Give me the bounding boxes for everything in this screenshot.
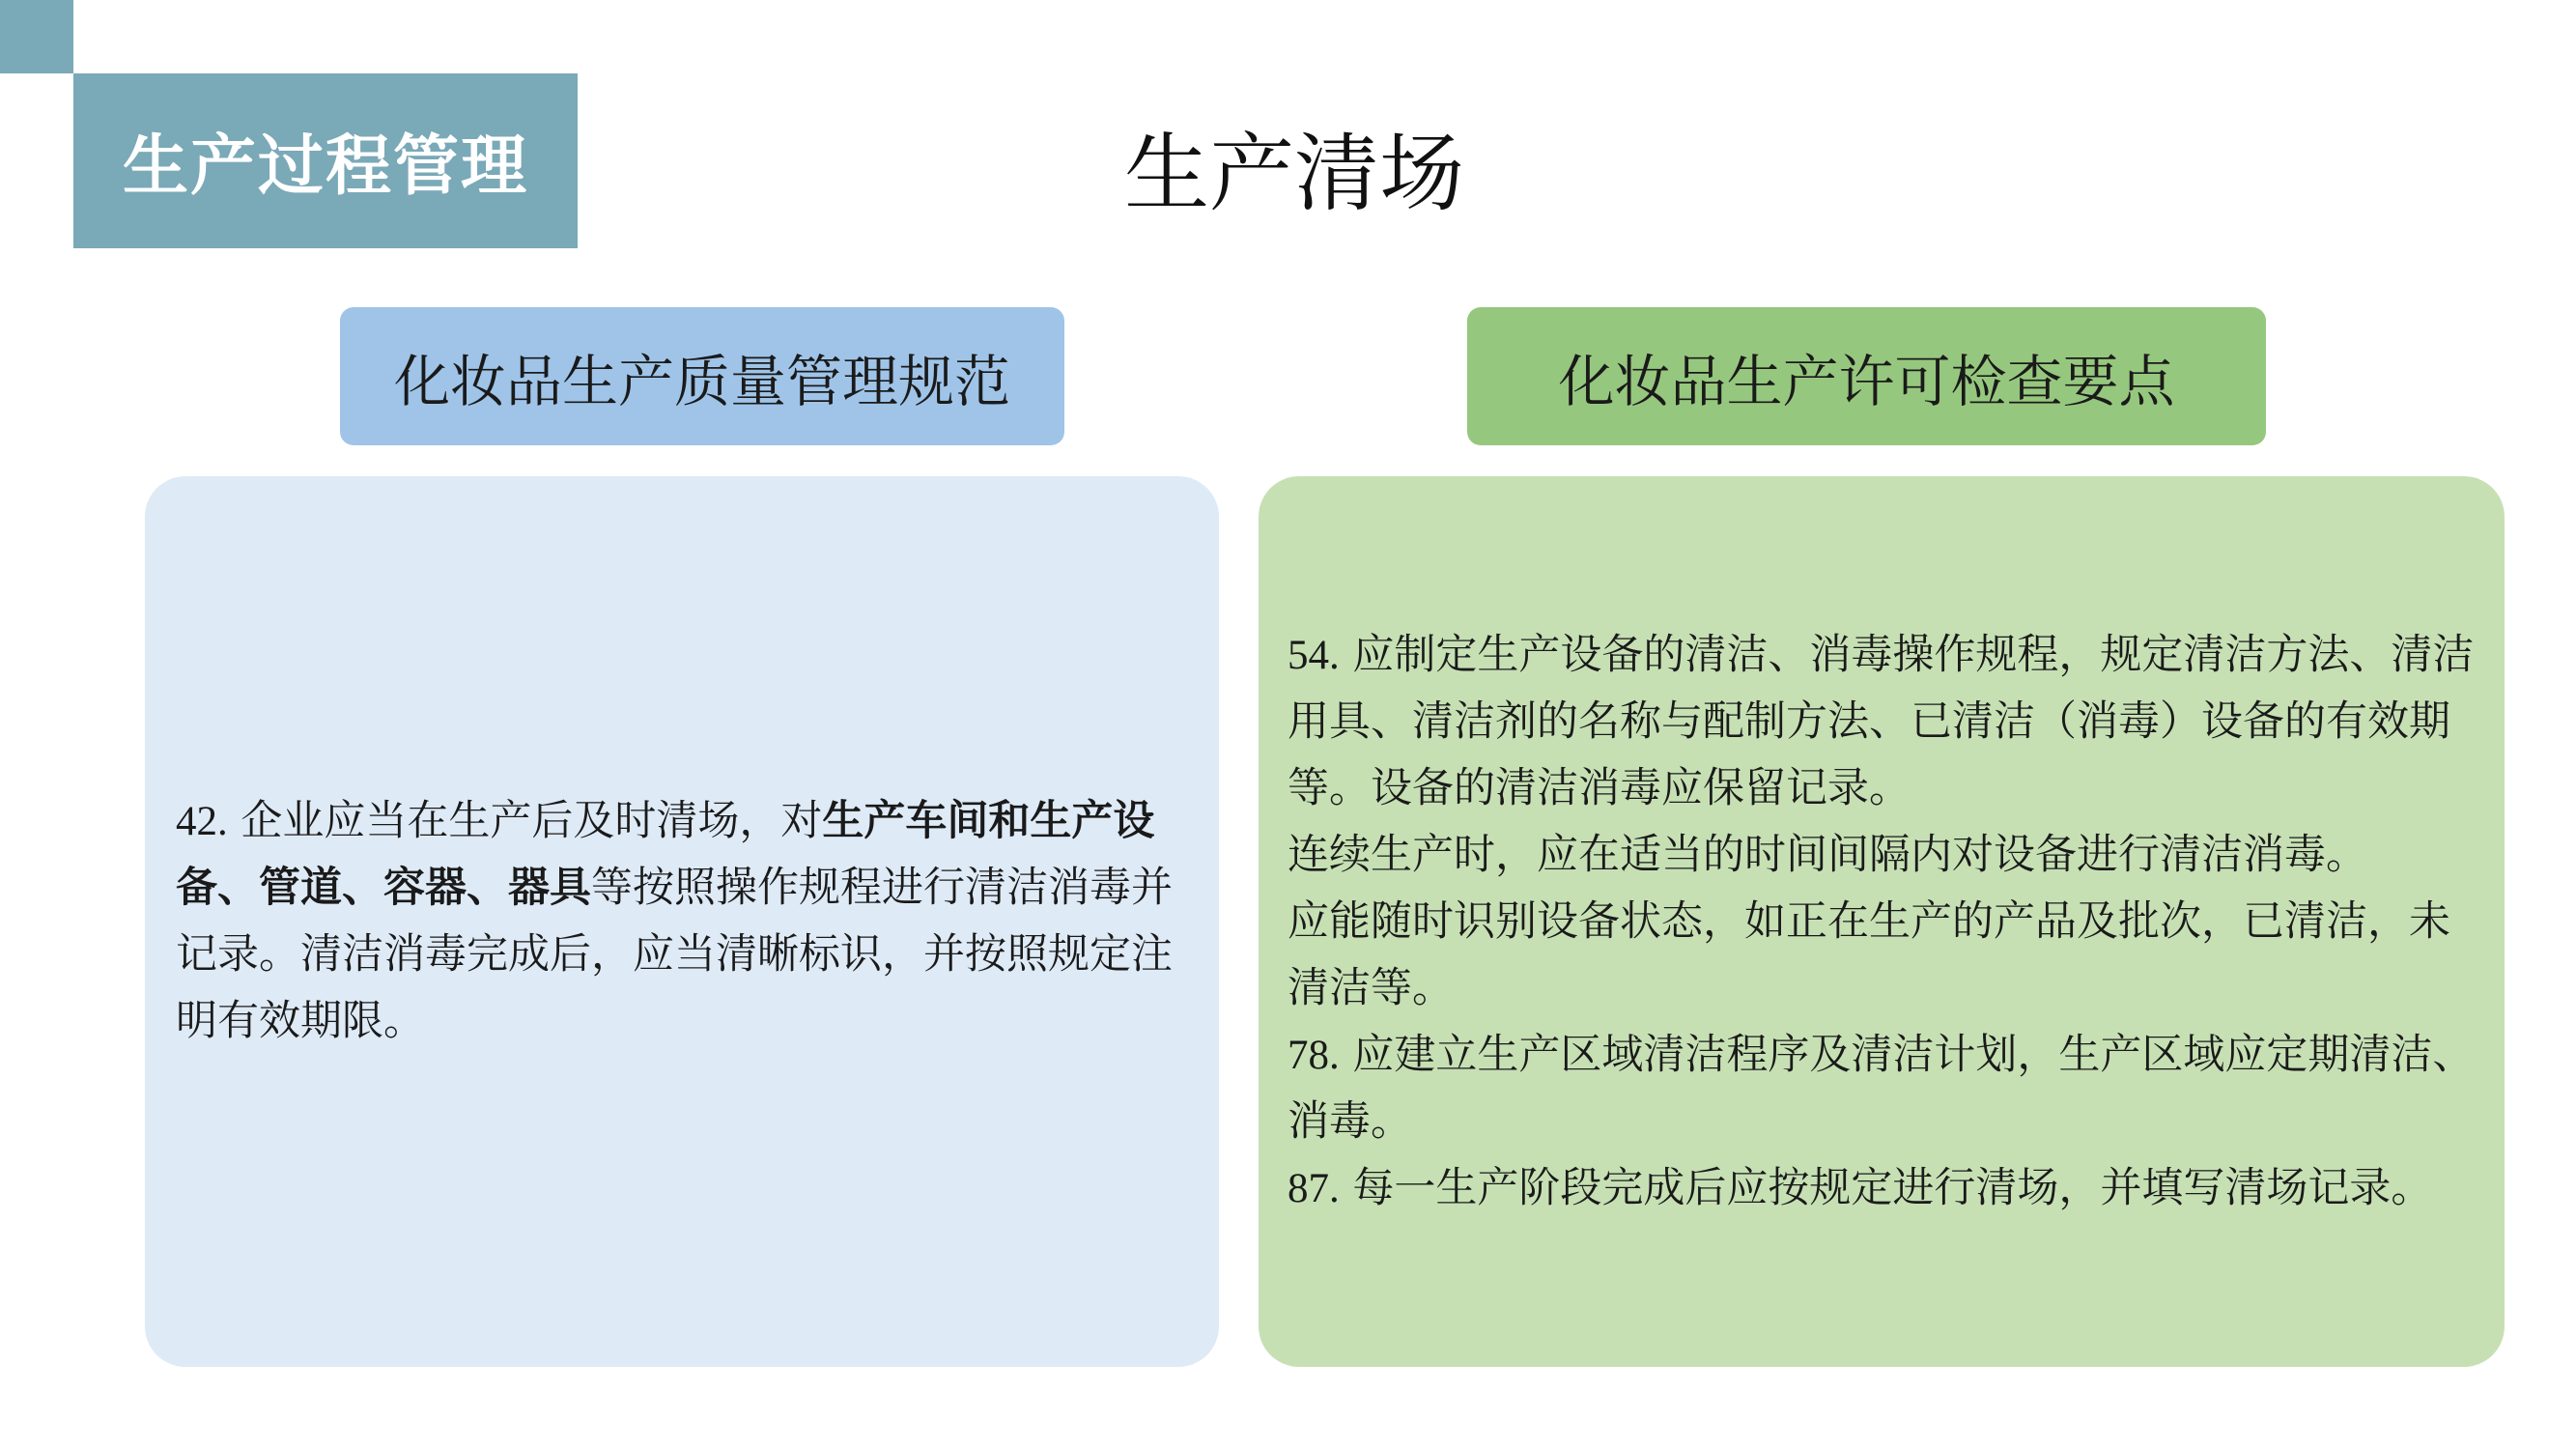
- section-tag: [73, 73, 578, 248]
- clause-paragraph: [1288, 1155, 2476, 1222]
- clause-text-after: 等按照操作规程进行清洁消毒并记录。清洁消毒完成后，应当清晰标识，并按照规定注明有效期限。: [176, 864, 1173, 1045]
- clause-paragraph: [1288, 1022, 2476, 1155]
- corner-decoration: [0, 0, 73, 73]
- clause-text: 应制定生产设备的清洁、消毒操作规程，规定清洁方法、清洁用具、清洁剂的名称与配制方法、已清洁（消毒）设备的有效期等。设备的清洁消毒应保留记录。: [1288, 630, 2475, 812]
- clause-text: 连续生产时，应在适当的时间间隔内对设备进行清洁消毒。: [1288, 830, 2367, 879]
- clause-text: 应建立生产区域清洁程序及清洁计划，生产区域应定期清洁、消毒。: [1288, 1030, 2475, 1146]
- clause-number: 87.: [1288, 1165, 1340, 1211]
- clause-number: 54.: [1288, 632, 1340, 678]
- left-content-panel: [145, 476, 1219, 1367]
- clause-text-before: 企业应当在生产后及时清场，对: [227, 797, 823, 845]
- right-clause-list: [1288, 622, 2476, 1222]
- left-clause: [176, 788, 1188, 1055]
- clause-number: 42.: [176, 799, 228, 844]
- section-tag-label: 生产过程管理: [122, 128, 528, 205]
- clause-text: 每一生产阶段完成后应按规定进行清场，并填写清场记录。: [1339, 1163, 2433, 1212]
- page-title: 生产清场: [1123, 124, 1464, 223]
- left-column-header: 化妆品生产质量管理规范: [340, 307, 1064, 445]
- clause-text: 应能随时识别设备状态，如正在生产的产品及批次，已清洁，未清洁等。: [1288, 896, 2450, 1012]
- right-column-header: 化妆品生产许可检查要点: [1467, 307, 2266, 445]
- clause-emphasis: 生产车间和生产设备、管道、容器、器具: [176, 797, 1155, 912]
- right-content-panel: [1259, 476, 2505, 1367]
- clause-number: 78.: [1288, 1032, 1340, 1078]
- clause-paragraph: [1288, 889, 2476, 1022]
- clause-paragraph: [1288, 622, 2476, 822]
- clause-paragraph: [1288, 822, 2476, 889]
